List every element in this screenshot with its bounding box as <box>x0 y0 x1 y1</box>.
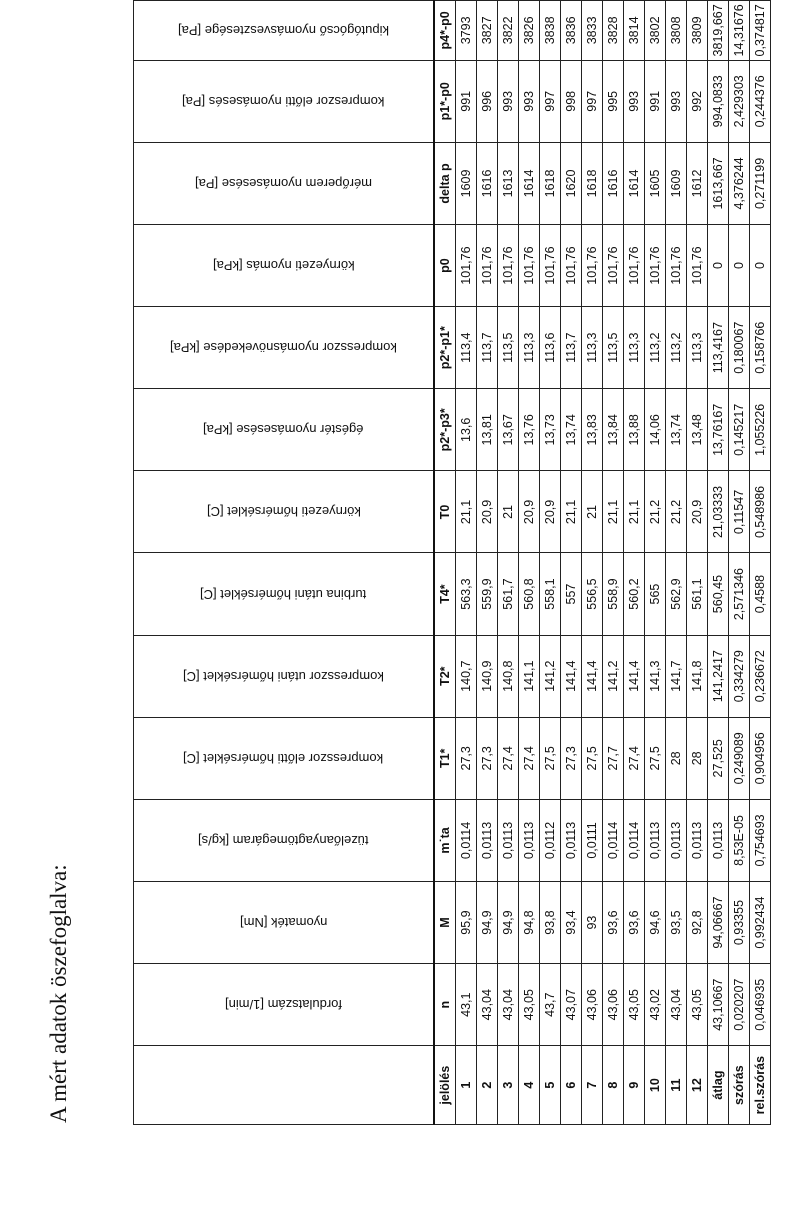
table-cell: 3808 <box>666 1 687 61</box>
table-cell: 993 <box>666 60 687 142</box>
table-cell: 113,7 <box>561 307 582 389</box>
table-cell: 3828 <box>603 1 624 61</box>
table-cell: 1612 <box>687 142 708 224</box>
row-index: 2 <box>477 1046 498 1125</box>
table-cell: 0,0112 <box>540 799 561 881</box>
symbol-row <box>434 1 456 1125</box>
column-header <box>134 142 435 224</box>
table-cell: 1605 <box>645 142 666 224</box>
table-cell: 43,07 <box>561 964 582 1046</box>
table-cell: 101,76 <box>477 225 498 307</box>
page-title: A mért adatok öszefoglalva: <box>46 864 71 1123</box>
measurement-table <box>133 0 771 1125</box>
table-cell: 27,3 <box>561 717 582 799</box>
table-cell: 3826 <box>519 1 540 61</box>
table-cell: 93,5 <box>666 882 687 964</box>
column-header <box>134 60 435 142</box>
column-symbol: delta p <box>434 142 456 224</box>
table-cell: 113,4 <box>456 307 477 389</box>
table-cell: 43,05 <box>687 964 708 1046</box>
table-cell: 1620 <box>561 142 582 224</box>
summary-cell: 8,53E-05 <box>729 799 750 881</box>
table-cell: 0,0113 <box>477 799 498 881</box>
table-cell: 13,48 <box>687 389 708 471</box>
table-cell: 0,0113 <box>687 799 708 881</box>
table-row <box>582 1 603 1125</box>
summary-cell: 141,2417 <box>708 635 729 717</box>
table-cell: 561,1 <box>687 553 708 635</box>
table-cell: 561,7 <box>498 553 519 635</box>
table-cell: 998 <box>561 60 582 142</box>
table-cell: 27,4 <box>519 717 540 799</box>
table-cell: 43,02 <box>645 964 666 1046</box>
table-cell: 997 <box>582 60 603 142</box>
summary-row <box>750 1 771 1125</box>
column-symbol: p4*-p0 <box>434 1 456 61</box>
summary-cell: 1,055226 <box>750 389 771 471</box>
table-cell: 13,67 <box>498 389 519 471</box>
table-cell: 113,3 <box>582 307 603 389</box>
table-cell: 557 <box>561 553 582 635</box>
table-cell: 43,06 <box>603 964 624 1046</box>
summary-cell: 0,236672 <box>750 635 771 717</box>
table-cell: 13,6 <box>456 389 477 471</box>
table-cell: 13,74 <box>561 389 582 471</box>
table-row <box>624 1 645 1125</box>
table-cell: 101,76 <box>624 225 645 307</box>
row-index: 6 <box>561 1046 582 1125</box>
summary-cell: 14,31676 <box>729 1 750 61</box>
table-cell: 93,8 <box>540 882 561 964</box>
column-header <box>134 307 435 389</box>
column-header <box>134 799 435 881</box>
table-row <box>540 1 561 1125</box>
table-cell: 141,4 <box>561 635 582 717</box>
column-header <box>134 389 435 471</box>
row-index: 4 <box>519 1046 540 1125</box>
table-cell: 113,2 <box>645 307 666 389</box>
table-cell: 27,3 <box>477 717 498 799</box>
summary-cell: 0 <box>750 225 771 307</box>
table-cell: 560,2 <box>624 553 645 635</box>
table-cell: 0,0111 <box>582 799 603 881</box>
column-symbol: T1* <box>434 717 456 799</box>
summary-row <box>708 1 729 1125</box>
summary-cell: 2,571346 <box>729 553 750 635</box>
table-cell: 141,4 <box>582 635 603 717</box>
table-cell: 20,9 <box>687 471 708 553</box>
summary-cell: 560,45 <box>708 553 729 635</box>
table-cell: 3814 <box>624 1 645 61</box>
column-header <box>134 635 435 717</box>
table-cell: 95,9 <box>456 882 477 964</box>
table-cell: 21,2 <box>645 471 666 553</box>
table-cell: 996 <box>477 60 498 142</box>
summary-label: rel.szórás <box>750 1046 771 1125</box>
table-row <box>687 1 708 1125</box>
table-cell: 3833 <box>582 1 603 61</box>
column-header <box>134 471 435 553</box>
summary-cell: 13,76167 <box>708 389 729 471</box>
summary-cell: 113,4167 <box>708 307 729 389</box>
table-row <box>561 1 582 1125</box>
table-cell: 0,0113 <box>498 799 519 881</box>
table-cell: 113,7 <box>477 307 498 389</box>
table-cell: 101,76 <box>582 225 603 307</box>
summary-cell: 2,429303 <box>729 60 750 142</box>
column-header <box>134 882 435 964</box>
summary-cell: 3819,667 <box>708 1 729 61</box>
column-symbol: p1*-p0 <box>434 60 456 142</box>
column-symbol: jelölés <box>434 1046 456 1125</box>
table-cell: 93,6 <box>624 882 645 964</box>
row-index: 7 <box>582 1046 603 1125</box>
table-cell: 101,76 <box>519 225 540 307</box>
table-cell: 0,0114 <box>456 799 477 881</box>
table-cell: 43,05 <box>624 964 645 1046</box>
table-cell: 1616 <box>603 142 624 224</box>
table-row <box>645 1 666 1125</box>
table-cell: 3802 <box>645 1 666 61</box>
table-cell: 101,76 <box>561 225 582 307</box>
table-cell: 27,5 <box>540 717 561 799</box>
table-cell: 21 <box>498 471 519 553</box>
table-cell: 94,9 <box>498 882 519 964</box>
column-symbol: m˙ta <box>434 799 456 881</box>
table-cell: 27,7 <box>603 717 624 799</box>
table-cell: 995 <box>603 60 624 142</box>
summary-cell: 0,020207 <box>729 964 750 1046</box>
table-cell: 0,0113 <box>666 799 687 881</box>
table-cell: 21,1 <box>603 471 624 553</box>
table-cell: 0,0114 <box>624 799 645 881</box>
table-cell: 43,1 <box>456 964 477 1046</box>
row-index: 12 <box>687 1046 708 1125</box>
table-cell: 43,04 <box>666 964 687 1046</box>
table-cell: 0,0113 <box>645 799 666 881</box>
column-header <box>134 1 435 61</box>
table-cell: 28 <box>687 717 708 799</box>
summary-cell: 0,548986 <box>750 471 771 553</box>
row-index: 5 <box>540 1046 561 1125</box>
summary-cell: 0,271199 <box>750 142 771 224</box>
summary-cell: 27,525 <box>708 717 729 799</box>
table-cell: 21,1 <box>456 471 477 553</box>
table-cell: 1609 <box>456 142 477 224</box>
summary-cell: 0 <box>729 225 750 307</box>
table-cell: 13,83 <box>582 389 603 471</box>
table-cell: 141,8 <box>687 635 708 717</box>
row-index: 3 <box>498 1046 519 1125</box>
table-cell: 141,4 <box>624 635 645 717</box>
table-cell: 141,7 <box>666 635 687 717</box>
table-cell: 28 <box>666 717 687 799</box>
summary-cell: 994,0833 <box>708 60 729 142</box>
table-cell: 991 <box>645 60 666 142</box>
header-corner <box>134 1046 435 1125</box>
summary-label: szórás <box>729 1046 750 1125</box>
row-index: 1 <box>456 1046 477 1125</box>
table-cell: 21 <box>582 471 603 553</box>
rotated-table-container <box>133 0 767 1125</box>
summary-cell: 0,244376 <box>750 60 771 142</box>
table-cell: 992 <box>687 60 708 142</box>
column-header-label: környezeti hőmérséklet [C] <box>206 504 361 520</box>
table-cell: 13,74 <box>666 389 687 471</box>
table-cell: 556,5 <box>582 553 603 635</box>
table-row <box>666 1 687 1125</box>
column-header-label: kompresszor előtti hőmérséklet [C] <box>183 750 384 766</box>
table-row <box>519 1 540 1125</box>
table-cell: 991 <box>456 60 477 142</box>
summary-cell: 0 <box>708 225 729 307</box>
summary-label: átlag <box>708 1046 729 1125</box>
table-cell: 3809 <box>687 1 708 61</box>
table-cell: 1618 <box>540 142 561 224</box>
table-cell: 93 <box>582 882 603 964</box>
table-cell: 1613 <box>498 142 519 224</box>
summary-cell: 0,992434 <box>750 882 771 964</box>
table-cell: 993 <box>519 60 540 142</box>
table-cell: 141,3 <box>645 635 666 717</box>
table-cell: 94,6 <box>645 882 666 964</box>
column-header-label: nyomaték [Nm] <box>239 915 328 931</box>
table-cell: 140,8 <box>498 635 519 717</box>
table-cell: 141,2 <box>540 635 561 717</box>
table-cell: 43,05 <box>519 964 540 1046</box>
column-symbol: T4* <box>434 553 456 635</box>
summary-cell: 0,145217 <box>729 389 750 471</box>
table-cell: 101,76 <box>645 225 666 307</box>
table-cell: 113,6 <box>540 307 561 389</box>
table-cell: 993 <box>498 60 519 142</box>
row-index: 9 <box>624 1046 645 1125</box>
table-cell: 558,1 <box>540 553 561 635</box>
column-header-label: kompresszor nyomásnövekedése [kPa] <box>170 340 397 356</box>
table-cell: 113,3 <box>624 307 645 389</box>
summary-cell: 0,11547 <box>729 471 750 553</box>
table-cell: 140,7 <box>456 635 477 717</box>
table-cell: 13,73 <box>540 389 561 471</box>
table-cell: 562,9 <box>666 553 687 635</box>
table-cell: 558,9 <box>603 553 624 635</box>
table-cell: 1614 <box>519 142 540 224</box>
table-cell: 21,2 <box>666 471 687 553</box>
column-header <box>134 964 435 1046</box>
table-cell: 141,1 <box>519 635 540 717</box>
row-index: 11 <box>666 1046 687 1125</box>
table-cell: 1609 <box>666 142 687 224</box>
table-cell: 20,9 <box>519 471 540 553</box>
table-cell: 997 <box>540 60 561 142</box>
table-cell: 113,3 <box>687 307 708 389</box>
table-cell: 27,4 <box>624 717 645 799</box>
table-cell: 141,2 <box>603 635 624 717</box>
summary-cell: 0,158766 <box>750 307 771 389</box>
table-cell: 13,84 <box>603 389 624 471</box>
header-row <box>134 1 435 1125</box>
table-cell: 101,76 <box>456 225 477 307</box>
table-cell: 560,8 <box>519 553 540 635</box>
column-header-label: környezeti nyomás [kPa] <box>212 258 355 274</box>
column-symbol: n <box>434 964 456 1046</box>
table-cell: 43,04 <box>477 964 498 1046</box>
table-cell: 3793 <box>456 1 477 61</box>
table-cell: 20,9 <box>477 471 498 553</box>
table-cell: 14,06 <box>645 389 666 471</box>
table-cell: 3827 <box>477 1 498 61</box>
column-header <box>134 225 435 307</box>
summary-cell: 0,0113 <box>708 799 729 881</box>
table-cell: 101,76 <box>603 225 624 307</box>
column-symbol: M <box>434 882 456 964</box>
table-cell: 27,5 <box>582 717 603 799</box>
table-cell: 1618 <box>582 142 603 224</box>
table-cell: 113,3 <box>519 307 540 389</box>
column-header-label: kiputógócső nyomásvesztesége [Pa] <box>177 22 389 38</box>
table-cell: 94,9 <box>477 882 498 964</box>
column-header-label: mérőperem nyomásesése [Pa] <box>194 175 373 191</box>
table-cell: 101,76 <box>498 225 519 307</box>
summary-cell: 43,10667 <box>708 964 729 1046</box>
column-header-label: turbina utáni hőmérséklet [C] <box>200 586 367 602</box>
table-cell: 0,0113 <box>519 799 540 881</box>
table-cell: 27,3 <box>456 717 477 799</box>
summary-cell: 0,180067 <box>729 307 750 389</box>
summary-cell: 0,904956 <box>750 717 771 799</box>
summary-cell: 94,06667 <box>708 882 729 964</box>
table-cell: 3838 <box>540 1 561 61</box>
summary-cell: 0,334279 <box>729 635 750 717</box>
column-header-label: tüzelőanyagtömegáram [kg/s] <box>198 832 369 848</box>
column-header <box>134 717 435 799</box>
table-cell: 101,76 <box>687 225 708 307</box>
table-cell: 565 <box>645 553 666 635</box>
summary-cell: 0,249089 <box>729 717 750 799</box>
table-row <box>603 1 624 1125</box>
table-cell: 27,4 <box>498 717 519 799</box>
table-cell: 20,9 <box>540 471 561 553</box>
row-index: 10 <box>645 1046 666 1125</box>
table-row <box>498 1 519 1125</box>
summary-cell: 0,93355 <box>729 882 750 964</box>
table-cell: 140,9 <box>477 635 498 717</box>
table-cell: 3822 <box>498 1 519 61</box>
table-cell: 43,04 <box>498 964 519 1046</box>
table-cell: 92,8 <box>687 882 708 964</box>
table-cell: 3836 <box>561 1 582 61</box>
table-cell: 43,7 <box>540 964 561 1046</box>
summary-cell: 0,046935 <box>750 964 771 1046</box>
table-cell: 1614 <box>624 142 645 224</box>
table-cell: 113,5 <box>498 307 519 389</box>
table-cell: 93,4 <box>561 882 582 964</box>
table-cell: 1616 <box>477 142 498 224</box>
column-header-label: kompreszor előtti nyomásesés [Pa] <box>182 93 385 109</box>
summary-cell: 21,03333 <box>708 471 729 553</box>
column-header-label: fordulatszám [1/min] <box>224 997 343 1013</box>
table-cell: 94,8 <box>519 882 540 964</box>
table-cell: 21,1 <box>624 471 645 553</box>
summary-cell: 0,374817 <box>750 1 771 61</box>
table-cell: 27,5 <box>645 717 666 799</box>
column-header <box>134 553 435 635</box>
table-cell: 0,0113 <box>561 799 582 881</box>
summary-cell: 1613,667 <box>708 142 729 224</box>
table-cell: 43,06 <box>582 964 603 1046</box>
table-row <box>477 1 498 1125</box>
summary-row <box>729 1 750 1125</box>
summary-cell: 0,4588 <box>750 553 771 635</box>
table-cell: 113,2 <box>666 307 687 389</box>
table-cell: 13,81 <box>477 389 498 471</box>
table-cell: 113,5 <box>603 307 624 389</box>
summary-cell: 0,754693 <box>750 799 771 881</box>
table-cell: 93,6 <box>603 882 624 964</box>
column-symbol: T0 <box>434 471 456 553</box>
table-cell: 21,1 <box>561 471 582 553</box>
table-cell: 101,76 <box>666 225 687 307</box>
column-symbol: T2* <box>434 635 456 717</box>
table-cell: 101,76 <box>540 225 561 307</box>
column-header-label: kompresszor utáni hőmérséklet [C] <box>183 668 384 684</box>
column-header-label: égéstér nyomásesése [kPa] <box>203 422 364 438</box>
table-cell: 559,9 <box>477 553 498 635</box>
table-row <box>456 1 477 1125</box>
table-cell: 563,3 <box>456 553 477 635</box>
column-symbol: p0 <box>434 225 456 307</box>
row-index: 8 <box>603 1046 624 1125</box>
table-cell: 993 <box>624 60 645 142</box>
column-symbol: p2*-p1* <box>434 307 456 389</box>
table-cell: 13,76 <box>519 389 540 471</box>
table-cell: 13,88 <box>624 389 645 471</box>
column-symbol: p2*-p3* <box>434 389 456 471</box>
table-cell: 0,0114 <box>603 799 624 881</box>
summary-cell: 4,376244 <box>729 142 750 224</box>
